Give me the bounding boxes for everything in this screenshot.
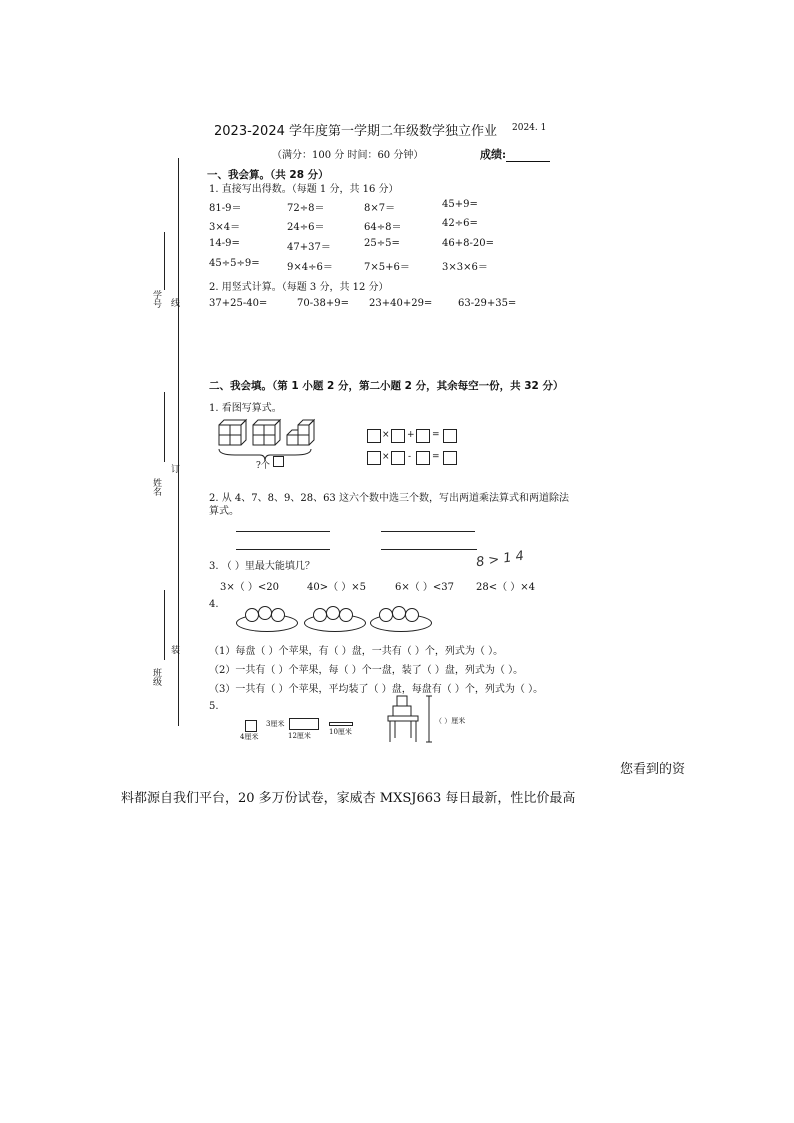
apple-icon	[339, 608, 353, 622]
answer-box[interactable]	[367, 451, 381, 465]
footer-line1: 您看到的资	[620, 762, 686, 777]
student-id-blank	[164, 232, 165, 290]
class-label: 班级	[151, 668, 161, 686]
calc-item: 9×4÷6＝	[287, 262, 333, 273]
score-blank	[506, 151, 550, 162]
stick-icon	[329, 722, 353, 726]
calc-item: 81-9＝	[209, 203, 242, 214]
score-label: 成绩:	[480, 148, 507, 161]
q2-prompt-line2: 算式。	[209, 506, 239, 517]
answer-line[interactable]	[236, 549, 330, 550]
answer-box[interactable]	[367, 429, 381, 443]
class-blank	[164, 590, 165, 660]
q3-prompt: 3. （ ）里最大能填几？	[209, 561, 315, 572]
vertical-calc-item: 63-29+35=	[458, 298, 517, 309]
section2-heading: 二、我会填。（第 1 小题 2 分，第二小题 2 分，其余每空一份，共 32 分）	[209, 380, 564, 392]
apple-icon	[326, 606, 340, 620]
q5-label: 5.	[209, 701, 219, 712]
binding-zhuang-char: 装	[169, 645, 179, 654]
apple-icon	[245, 608, 259, 622]
name-blank	[164, 392, 165, 462]
q3-item: 6×（ ）<37	[395, 582, 455, 593]
box-icon	[289, 718, 319, 730]
apple-icon	[258, 606, 272, 620]
operator: +	[407, 430, 415, 440]
answer-box[interactable]	[416, 429, 430, 443]
table-stack-figure	[385, 694, 435, 746]
apple-icon	[313, 608, 327, 622]
calc-item: 46+8-20=	[442, 238, 494, 249]
calc-item: 25÷5=	[364, 238, 400, 249]
q3-item: 28<（ ）×4	[476, 582, 536, 593]
answer-box[interactable]	[416, 451, 430, 465]
apple-icon	[379, 608, 393, 622]
calc-item: 14-9=	[209, 238, 240, 249]
answer-line[interactable]	[381, 549, 477, 550]
answer-box[interactable]	[443, 451, 457, 465]
section1-heading: 一、我会算。（共 28 分）	[207, 169, 329, 181]
q4-line3: （3）一共有（ ）个苹果，平均装了（ ）盘，每盘有（ ）个，列式为（ ）。	[209, 684, 544, 695]
operator: -	[408, 452, 412, 462]
handwriting-note: 8 > 1 4	[475, 548, 525, 571]
student-id-label: 学号	[151, 290, 161, 308]
answer-line[interactable]	[236, 531, 330, 532]
name-label: 姓名	[151, 478, 161, 496]
q4-line1: （1）每盘（ ）个苹果，有（ ）盘，一共有（ ）个，列式为（ ）。	[209, 646, 504, 657]
operator: =	[432, 430, 440, 440]
calc-item: 42÷6=	[442, 218, 478, 229]
vertical-calc-item: 70-38+9=	[297, 298, 349, 309]
section1-part2: 2. 用竖式计算。（每题 3 分，共 12 分）	[209, 282, 389, 293]
q5-label-unknown: （ ）厘米	[435, 717, 466, 725]
calc-item: 45÷5÷9=	[209, 258, 260, 269]
apple-icon	[405, 608, 419, 622]
cubes-caption: ?个	[256, 461, 270, 471]
vertical-calc-item: 37+25-40=	[209, 298, 268, 309]
binding-line-char: 线	[169, 298, 179, 307]
exam-date: 2024. 1	[512, 123, 547, 133]
calc-item: 7×5+6＝	[364, 262, 410, 273]
vertical-calc-item: 23+40+29=	[369, 298, 433, 309]
calc-item: 45+9=	[442, 199, 478, 210]
calc-item: 24÷6＝	[287, 222, 325, 233]
apple-icon	[392, 606, 406, 620]
q4-label: 4.	[209, 599, 219, 610]
calc-item: 3×3×6＝	[442, 262, 488, 273]
binding-line	[178, 158, 179, 726]
footer-line2: 料都源自我们平台，20 多万份试卷，家威杏 MXSJ663 每日最新，性比价最高	[121, 791, 576, 806]
answer-box[interactable]	[391, 429, 405, 443]
operator: ×	[382, 430, 390, 440]
q4-line2: （2）一共有（ ）个苹果，每（ ）个一盘，装了（ ）盘，列式为（ ）。	[209, 665, 524, 676]
answer-line[interactable]	[381, 531, 475, 532]
answer-box[interactable]	[391, 451, 405, 465]
exam-meta: （满分：100 分 时间：60 分钟）	[272, 150, 424, 161]
q1-prompt: 1. 看图写算式。	[209, 403, 282, 414]
calc-item: 47+37＝	[287, 242, 331, 253]
calc-item: 72÷8＝	[287, 203, 325, 214]
binding-ding-char: 订	[169, 464, 179, 473]
small-cube-icon	[245, 720, 257, 732]
q3-item: 40>（ ）×5	[307, 582, 367, 593]
answer-box[interactable]	[443, 429, 457, 443]
q5-label-12cm: 12厘米	[288, 732, 311, 740]
q5-label-3cm: 3厘米	[266, 720, 285, 728]
page-title: 2023-2024 学年度第一学期二年级数学独立作业	[214, 124, 497, 139]
q5-label-4cm: 4厘米	[240, 733, 259, 741]
calc-item: 64÷8＝	[364, 222, 402, 233]
q5-label-10cm: 10厘米	[329, 728, 352, 736]
operator: ×	[382, 452, 390, 462]
apple-icon	[271, 608, 285, 622]
q3-item: 3×（ ）<20	[220, 582, 280, 593]
operator: =	[432, 452, 440, 462]
calc-item: 8×7＝	[364, 203, 396, 214]
q2-prompt-line1: 2. 从 4、7、8、9、28、63 这六个数中选三个数，写出两道乘法算式和两道除法	[209, 493, 569, 504]
section1-part1: 1. 直接写出得数。（每题 1 分，共 16 分）	[209, 184, 399, 195]
cube-icon	[273, 456, 284, 467]
score-field	[480, 146, 550, 162]
calc-item: 3×4＝	[209, 222, 241, 233]
